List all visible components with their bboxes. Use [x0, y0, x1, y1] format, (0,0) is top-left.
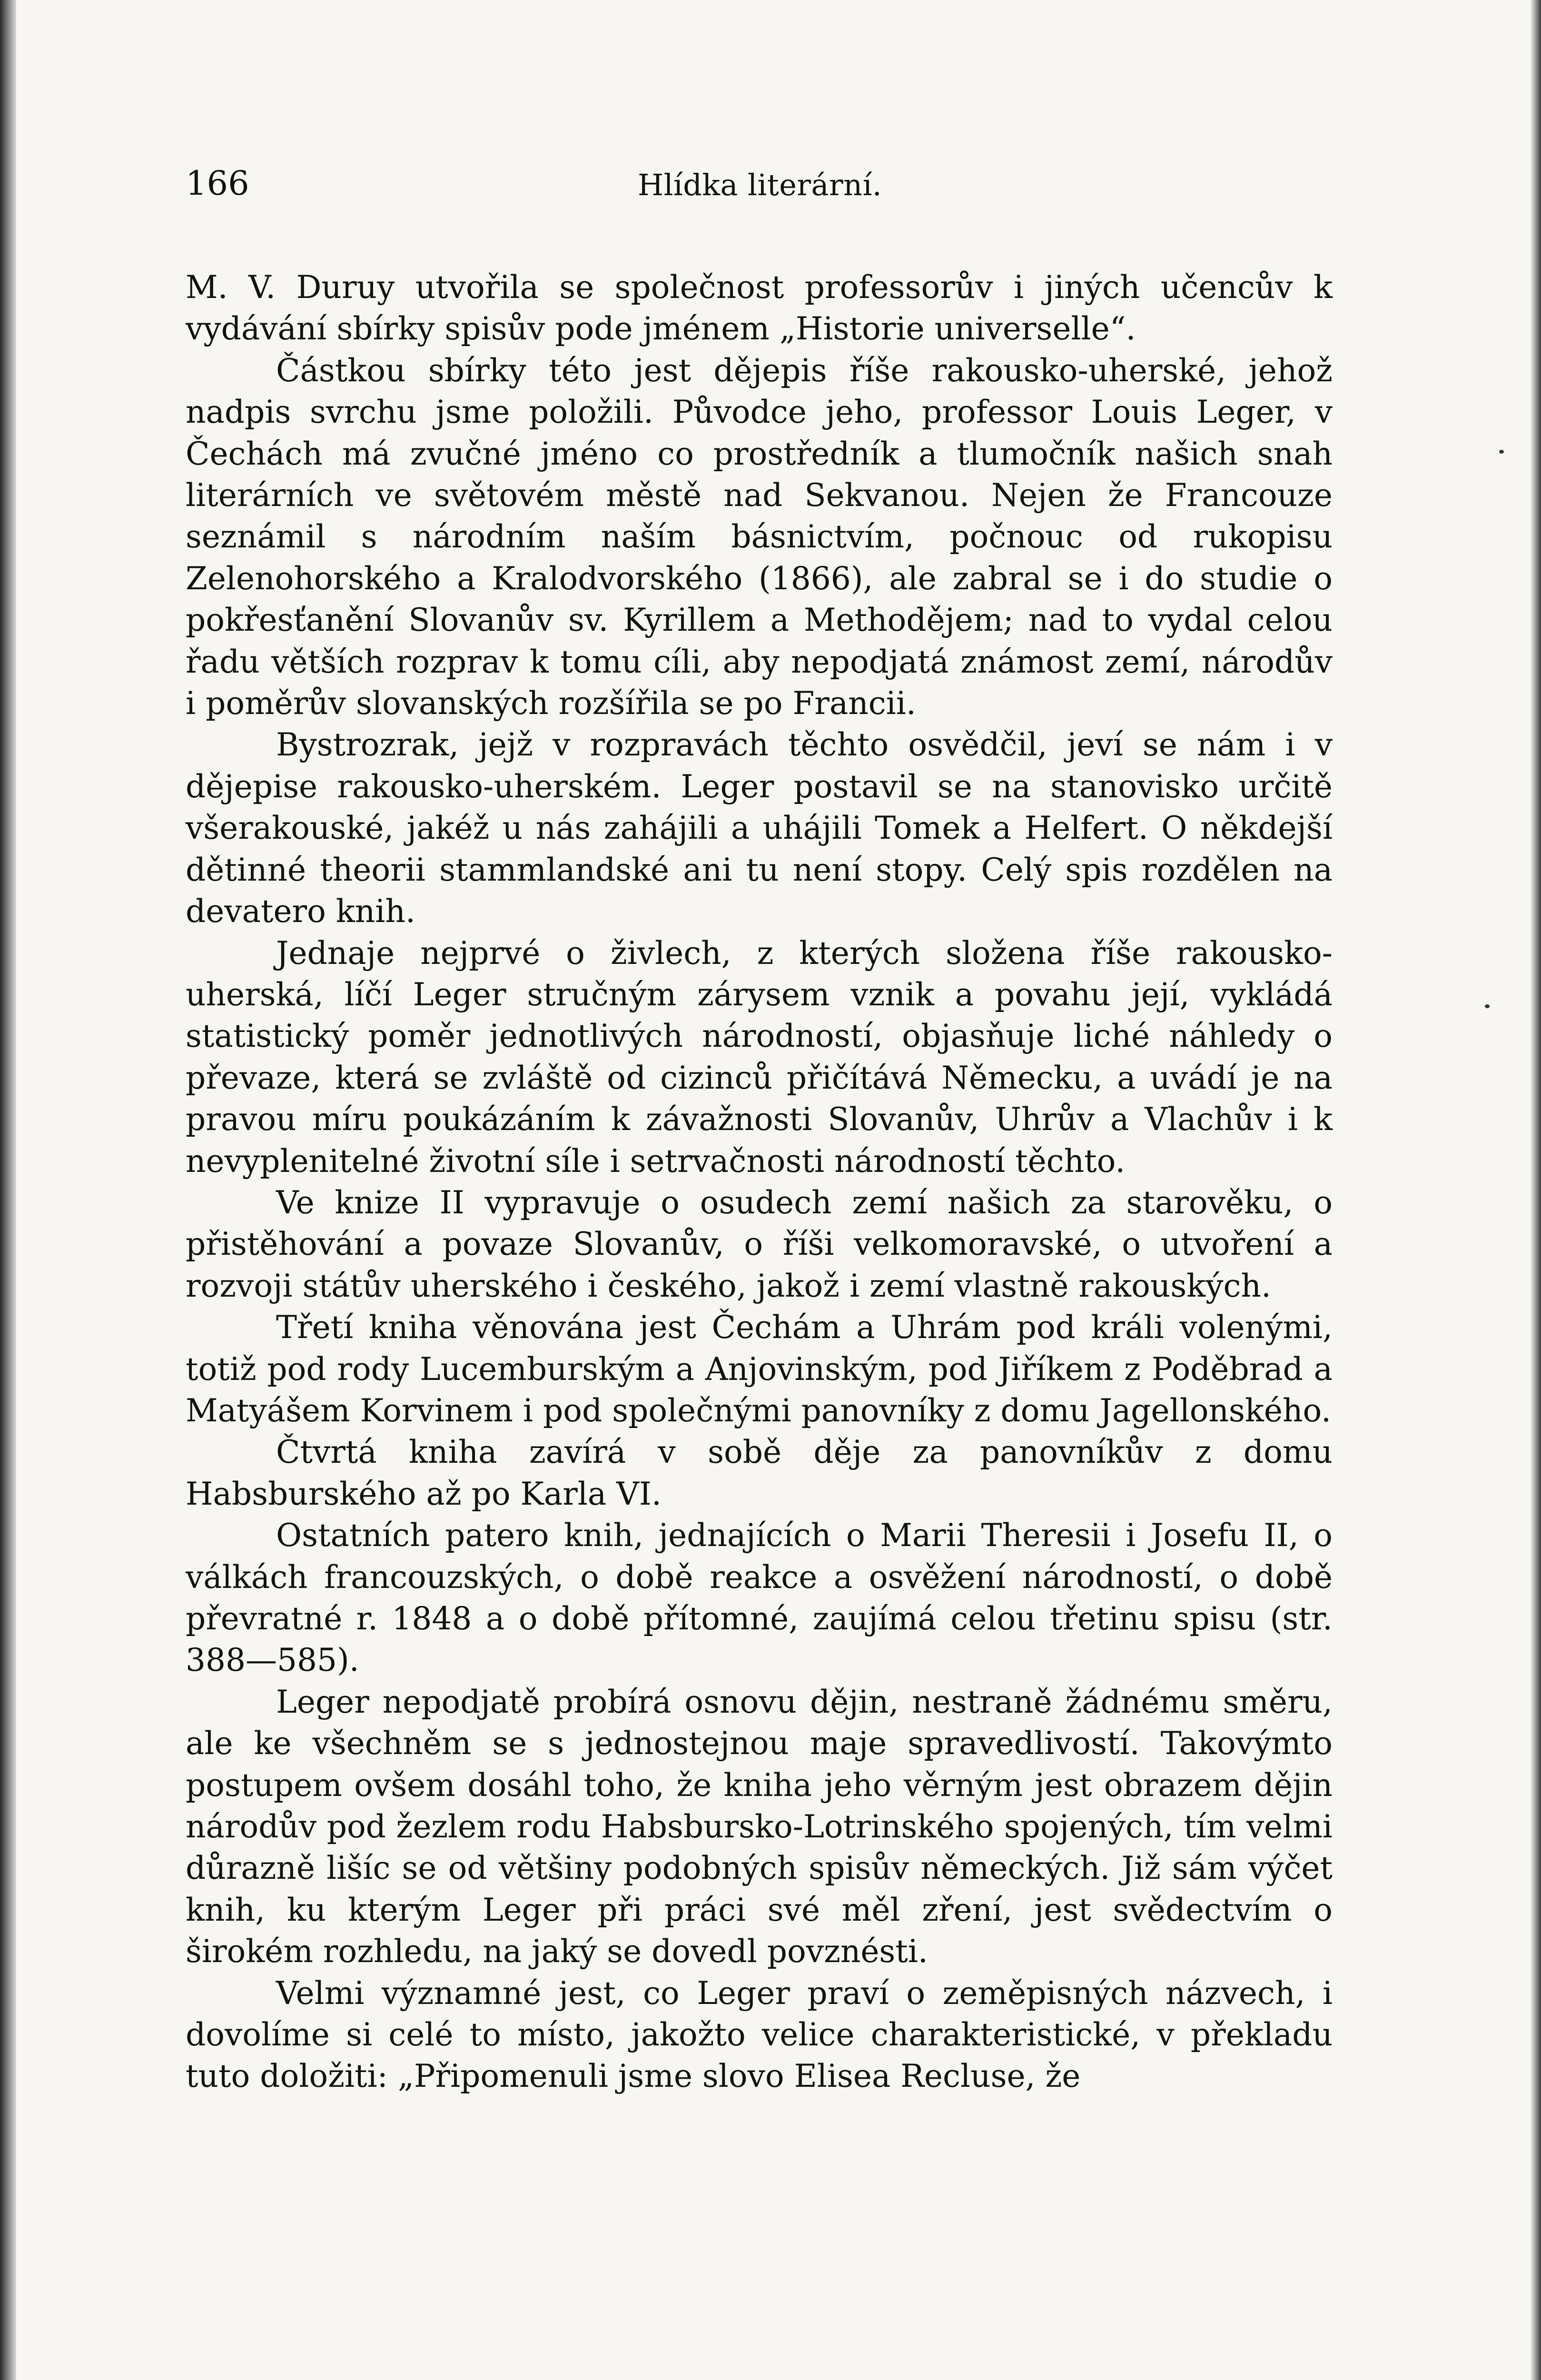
scan-speck	[1485, 1004, 1490, 1008]
paragraph-7: Čtvrtá kniha zavírá v sobě děje za panovníkův z domu Habsburského až po Karla VI.	[186, 1434, 1333, 1512]
body-text	[186, 267, 1333, 2097]
paragraph-5: Ve knize II vypravuje o osudech zemí našich za starověku, o přistěhování a povaze Slovanův, o říši velkomoravské, o utvoření a rozvoji státův uherského i českého, jakož i zemí vlastně rakouských.	[186, 1184, 1333, 1304]
paragraph-8: Ostatních patero knih, jednajících o Marii Theresii i Josefu II, o válkách francouzských, o době reakce a osvěžení národností, o době převratné r. 1848 a o době přítomné, zaujímá celou třetinu spisu (str. 388—585).	[186, 1517, 1333, 1679]
scan-edge-left	[0, 0, 16, 2380]
paragraph-4: Jednaje nejprvé o živlech, z kterých složena říše rakousko-uherská, líčí Leger stručným zárysem vznik a povahu její, vykládá statistický poměr jednotlivých národností, objasňuje liché náhledy o převaze, která se zvláště od cizinců přičítává Německu, a uvádí je na pravou míru poukázáním k závažnosti Slovanův, Uhrův a Vlachův i k nevyplenitelné životní síle i setrvačnosti národností těchto.	[186, 934, 1333, 1180]
paragraph-1: M. V. Duruy utvořila se společnost professorův i jiných učencův k vydávání sbírky spisův pode jménem „Historie universelle“.	[186, 269, 1333, 347]
scan-speck	[1499, 450, 1504, 454]
scan-edge-right	[1531, 0, 1541, 2380]
book-page	[186, 162, 1333, 2097]
page-number: 166	[186, 164, 249, 203]
running-title: Hlídka literární.	[638, 168, 882, 202]
paragraph-2: Částkou sbírky této jest dějepis říše rakousko-uherské, jehož nadpis svrchu jsme položili. Původce jeho, professor Louis Leger, v Čechách má zvučné jméno co prostředník a tlumočník našich snah literárních ve světovém městě nad Sekvanou. Nejen že Francouze seznámil s národním naším básnictvím, počnouc od rukopisu Zelenohorského a Kralodvorského (1866), ale zabral se i do studie o pokřesťanění Slovanův sv. Kyrillem a Methodějem; nad to vydal celou řadu větších rozprav k tomu cíli, aby nepodjatá známost zemí, národův i poměrův slovanských rozšířila se po Francii.	[186, 352, 1333, 722]
paragraph-6: Třetí kniha věnována jest Čechám a Uhrám pod králi volenými, totiž pod rody Lucemburským a Anjovinským, pod Jiříkem z Poděbrad a Matyášem Korvinem i pod společnými panovníky z domu Jagellonského.	[186, 1309, 1333, 1429]
page-header	[186, 162, 1333, 219]
paragraph-3: Bystrozrak, jejž v rozpravách těchto osvědčil, jeví se nám i v dějepise rakousko-uherském. Leger postavil se na stanovisko určitě všerakouské, jakéž u nás zahájili a uhájili Tomek a Helfert. O někdejší dětinné theorii stammlandské ani tu není stopy. Celý spis rozdělen na devatero knih.	[186, 726, 1333, 930]
paragraph-10: Velmi významné jest, co Leger praví o zeměpisných názvech, i dovolíme si celé to místo, jakožto velice charakteristické, v překladu tuto doložiti: „Připomenuli jsme slovo Elisea Recluse, že	[186, 1974, 1333, 2095]
paragraph-9: Leger nepodjatě probírá osnovu dějin, nestraně žádnému směru, ale ke všechněm se s jednostejnou maje spravedlivostí. Takovýmto postupem ovšem dosáhl toho, že kniha jeho věrným jest obrazem dějin národův pod žezlem rodu Habsbursko-Lotrinského spojených, tím velmi důrazně lišíc se od většiny podobných spisův německých. Již sám výčet knih, ku kterým Leger při práci své měl zření, jest svědectvím o širokém rozhledu, na jaký se dovedl povznésti.	[186, 1683, 1333, 1970]
